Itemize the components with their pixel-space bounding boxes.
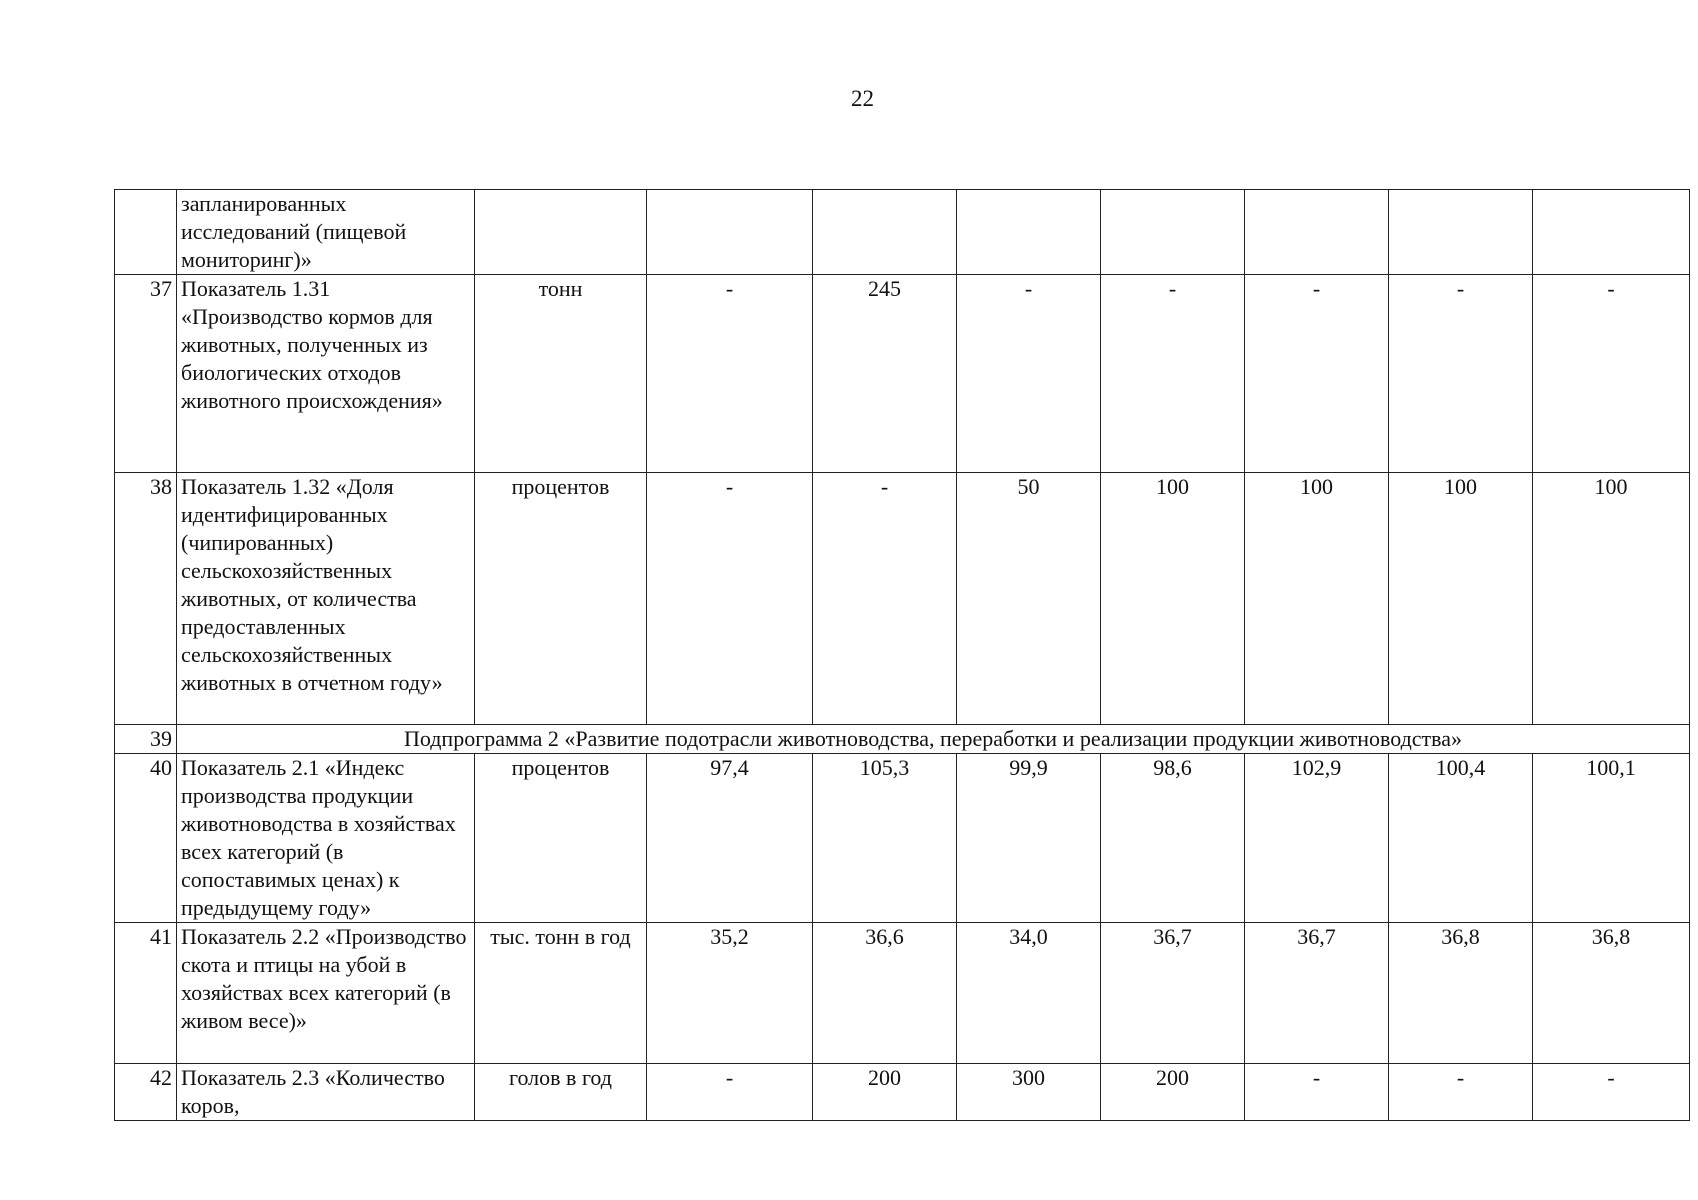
table-row (115, 923, 1690, 1064)
indicator-name: Показатель 1.31 «Производство кормов для животных, полученных из биологических отходов животного происхождения» (177, 275, 475, 473)
indicator-name: запланированных исследований (пищевой мониторинг)» (177, 190, 475, 275)
unit-cell (475, 190, 647, 275)
indicator-name: Показатель 2.2 «Производство скота и птицы на убой в хозяйствах всех категорий (в живом весе)» (177, 923, 475, 1064)
value-cell: 50 (957, 473, 1101, 725)
value-cell: 100 (1389, 473, 1533, 725)
value-cell: 36,8 (1533, 923, 1690, 1064)
unit-cell: голов в год (475, 1064, 647, 1121)
value-cell: - (647, 1064, 813, 1121)
value-cell: 36,7 (1245, 923, 1389, 1064)
row-number: 38 (115, 473, 177, 725)
value-cell: 34,0 (957, 923, 1101, 1064)
value-cell: - (1245, 1064, 1389, 1121)
row-number (115, 190, 177, 275)
subprogram-row (115, 725, 1690, 754)
table-row (115, 190, 1690, 275)
value-cell: - (957, 275, 1101, 473)
value-cell (1245, 190, 1389, 275)
value-cell: - (1533, 275, 1690, 473)
subprogram-title: Подпрограмма 2 «Развитие подотрасли животноводства, переработки и реализации продукции животноводства» (177, 725, 1690, 754)
table-row (115, 275, 1690, 473)
value-cell: - (1245, 275, 1389, 473)
value-cell: 245 (813, 275, 957, 473)
value-cell: 97,4 (647, 754, 813, 923)
row-number: 39 (115, 725, 177, 754)
value-cell (957, 190, 1101, 275)
value-cell: 99,9 (957, 754, 1101, 923)
value-cell: 200 (813, 1064, 957, 1121)
value-cell: 100 (1245, 473, 1389, 725)
unit-cell: тыс. тонн в год (475, 923, 647, 1064)
value-cell: - (813, 473, 957, 725)
value-cell: - (1389, 1064, 1533, 1121)
value-cell (1533, 190, 1690, 275)
table-row (115, 473, 1690, 725)
value-cell (813, 190, 957, 275)
value-cell: - (1533, 1064, 1690, 1121)
row-number: 41 (115, 923, 177, 1064)
value-cell (1389, 190, 1533, 275)
table-row (115, 754, 1690, 923)
value-cell: 36,6 (813, 923, 957, 1064)
row-number: 40 (115, 754, 177, 923)
indicator-name: Показатель 1.32 «Доля идентифицированных (чипированных) сельскохозяйственных животных, от количества предоставленных сельскохозяйственных животных в отчетном году» (177, 473, 475, 725)
value-cell: 102,9 (1245, 754, 1389, 923)
unit-cell: процентов (475, 473, 647, 725)
value-cell: 36,8 (1389, 923, 1533, 1064)
value-cell (647, 190, 813, 275)
value-cell: - (647, 473, 813, 725)
value-cell: 100 (1101, 473, 1245, 725)
indicators-table (114, 189, 1690, 1121)
value-cell: 36,7 (1101, 923, 1245, 1064)
value-cell: 100,4 (1389, 754, 1533, 923)
value-cell: - (1101, 275, 1245, 473)
value-cell: - (1389, 275, 1533, 473)
value-cell: 98,6 (1101, 754, 1245, 923)
indicator-name: Показатель 2.3 «Количество коров, (177, 1064, 475, 1121)
indicator-name: Показатель 2.1 «Индекс производства продукции животноводства в хозяйствах всех категорий (в сопоставимых ценах) к предыдущему году» (177, 754, 475, 923)
value-cell: 300 (957, 1064, 1101, 1121)
table-row (115, 1064, 1690, 1121)
value-cell (1101, 190, 1245, 275)
unit-cell: процентов (475, 754, 647, 923)
value-cell: 100,1 (1533, 754, 1690, 923)
value-cell: 100 (1533, 473, 1690, 725)
page-number: 22 (851, 86, 874, 111)
row-number: 42 (115, 1064, 177, 1121)
value-cell: 200 (1101, 1064, 1245, 1121)
value-cell: - (647, 275, 813, 473)
value-cell: 105,3 (813, 754, 957, 923)
value-cell: 35,2 (647, 923, 813, 1064)
unit-cell: тонн (475, 275, 647, 473)
row-number: 37 (115, 275, 177, 473)
